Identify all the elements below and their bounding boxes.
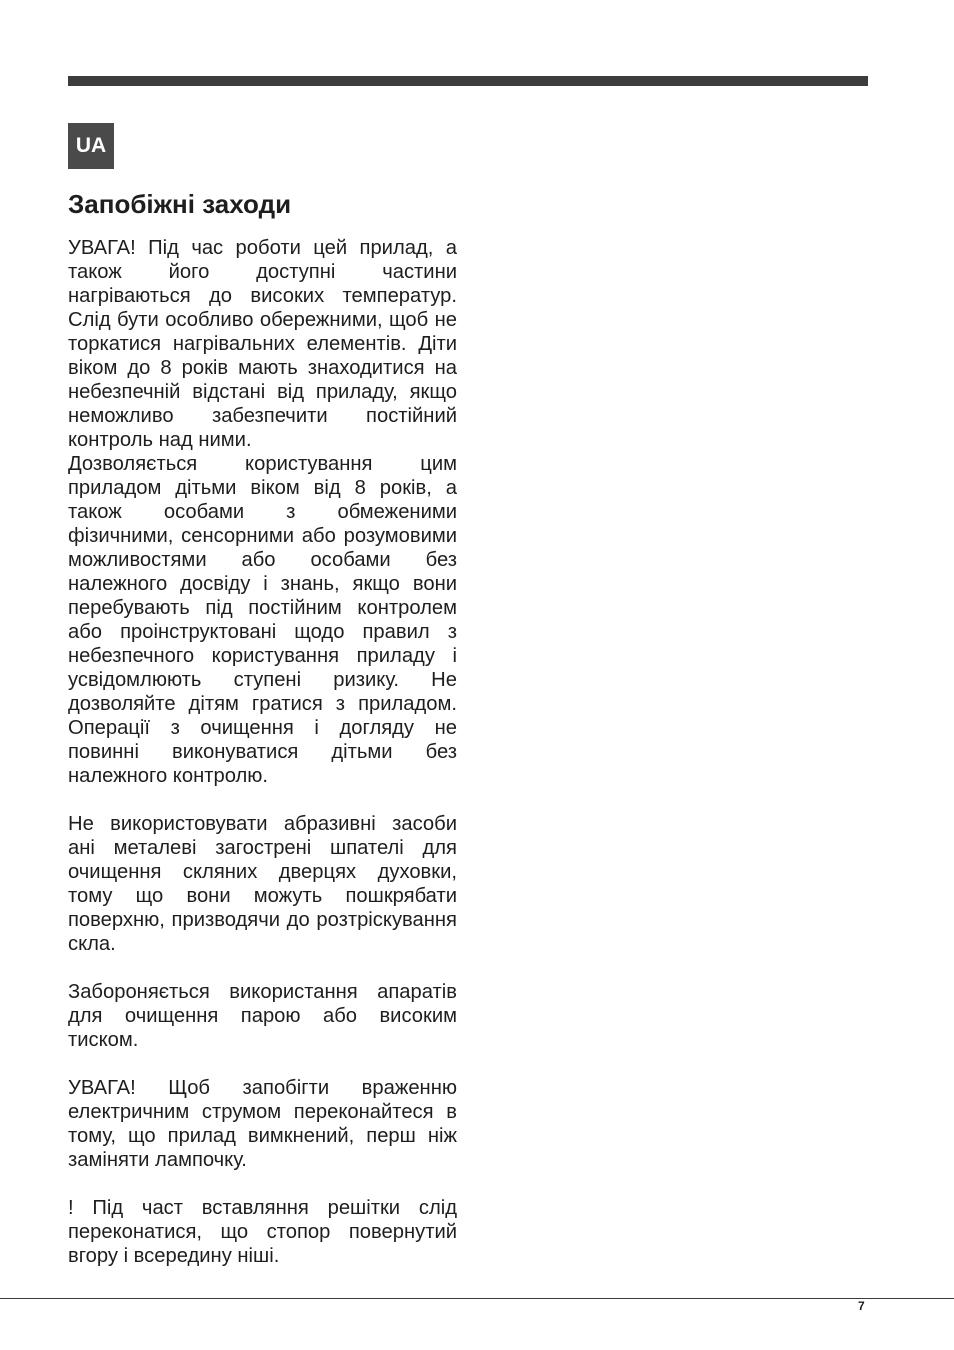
content-column bbox=[68, 236, 457, 1268]
children-usage-paragraph: Дозволяється користування цим приладом дітьми віком від 8 років, а також особами з обмеженими фізичними, сенсорними або розумовими можливостями або особами без належного досвіду і знань, якщо вони перебувають під постійним контролем або проінструктовані щодо правил з небезпечного користування приладу і усвідомлюють ступені ризику. Не дозволяйте дітям гратися з приладом. Операції з очищення і догляду не повинні виконуватися дітьми без належного контролю. bbox=[68, 453, 457, 787]
page-number: 7 bbox=[858, 1299, 865, 1313]
warning-paragraph-hot-surfaces: УВАГА! Під час роботи цей прилад, а також його доступні частини нагріваються до високих температур. Слід бути особливо обережними, щоб не торкатися нагрівальних елементів. Діти віком до 8 років мають знаходитися на небезпечній відстані від приладу, якщо неможливо забезпечити постійний контроль над ними. bbox=[68, 237, 457, 451]
language-badge: UA bbox=[68, 123, 114, 169]
steam-cleaning-paragraph: Забороняється використання апаратів для очищення парою або високим тиском. bbox=[68, 981, 457, 1051]
electric-shock-warning-paragraph: УВАГА! Щоб запобігти враженню електричним струмом переконайтеся в тому, що прилад вимкнений, перш ніж заміняти лампочку. bbox=[68, 1077, 457, 1171]
abrasive-cleaning-paragraph: Не використовувати абразивні засоби ані металеві загострені шпателі для очищення скляних дверцях духовки, тому що вони можуть пошкрябати поверхню, призводячи до розтріскування скла. bbox=[68, 813, 457, 955]
header-divider bbox=[68, 76, 868, 86]
footer-divider bbox=[0, 1298, 954, 1299]
rack-insertion-note: ! Під част вставляння решітки слід переконатися, що стопор повернутий вгору і всередину ніші. bbox=[68, 1197, 457, 1267]
section-title: Запобіжні заходи bbox=[68, 189, 292, 219]
